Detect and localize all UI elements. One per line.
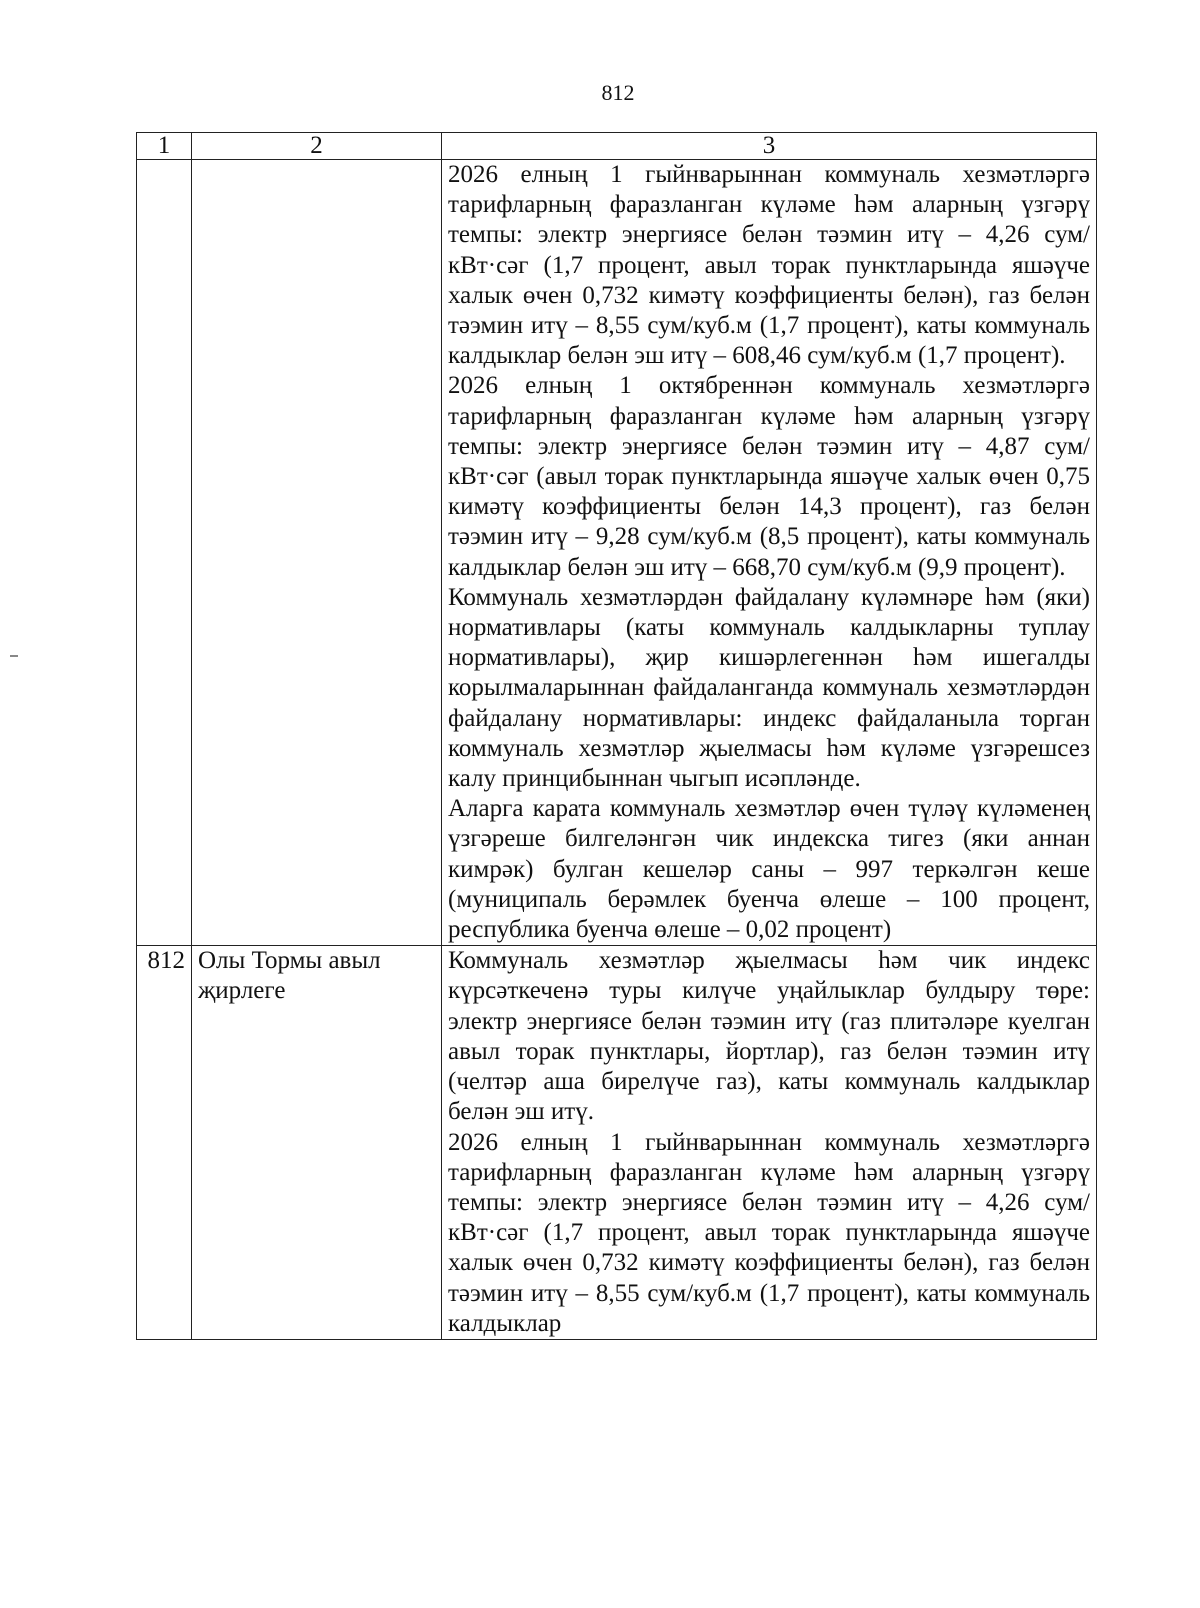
consumption-norms-paragraph: Коммуналь хезмәтләрдән файдалану күләмнәре һәм (яки) нормативлары (каты коммуналь калдыкларны туплау нормативлары), җир кишәрлегеннән һәм ишегалды корылмаларыннан файдаланганда коммуналь хезмәтләрдән файдалану нормативлары: индекс файдаланыла торган коммуналь хезмәтләр җыелмасы һәм күләме үзгәрешсез калу принцибыннан чыгып исәпләнде. [448,583,1090,793]
tariff-description-cell [442,946,1097,1340]
row-number-cell [137,160,192,946]
affected-population-paragraph: Аларга карата коммуналь хезмәтләр өчен түләү күләменең үзгәреше билгеләнгән чик индекска тигез (яки аннан кимрәк) булган кешеләр саны – 997 теркәлгән кеше (муниципаль берәмлек буенча өлеше – 100 процент, республика буенча өлеше – 0,02 процент) [448,795,1090,944]
scan-artifact-mark [10,655,18,657]
tariff-october-paragraph: 2026 елның 1 октябреннән коммуналь хезмәтләргә тарифларның фаразланган күләме һәм аларның үзгәрү темпы: электр энергиясе белән тәэмин итү – 4,87 сум/кВт·сәг (авыл торак пунктларында яшәүче халык өчен 0,75 кимәтү коэффициенты белән 14,3 процент), газ белән тәэмин итү – 9,28 сум/куб.м (8,5 процент), каты коммуналь калдыклар белән эш итү – 668,70 сум/куб.м (9,9 процент). [448,372,1090,581]
column-header-3: 3 [442,133,1097,160]
settlement-name-cell [192,160,442,946]
table-row-continued [137,160,1097,946]
page-number: 812 [601,80,635,105]
tariff-january-paragraph: 2026 елның 1 гыйнварыннан коммуналь хезмәтләргә тарифларның фаразланган күләме һәм аларның үзгәрү темпы: электр энергиясе белән тәэмин итү – 4,26 сум/кВт·сәг (1,7 процент, авыл торак пунктларында яшәүче халык өчен 0,732 кимәтү коэффициенты белән), газ белән тәэмин итү – 8,55 сум/куб.м (1,7 процент), каты коммуналь калдыклар белән эш итү – 608,46 сум/куб.м (1,7 процент). [448,161,1090,370]
tariff-january-paragraph: 2026 елның 1 гыйнварыннан коммуналь хезмәтләргә тарифларның фаразланган күләме һәм аларның үзгәрү темпы: электр энергиясе белән тәэмин итү – 4,26 сум/кВт·сәг (1,7 процент, авыл торак пунктларында яшәүче халык өчен 0,732 кимәтү коэффициенты белән), газ белән тәэмин итү – 8,55 сум/куб.м (1,7 процент), каты коммуналь калдыклар [448,1128,1090,1337]
municipality-tariff-table [136,132,1097,1340]
row-number-cell: 812 [137,946,192,1340]
settlement-name-cell: Олы Тормы авыл җирлеге [192,946,442,1340]
column-header-2: 2 [192,133,442,160]
tariff-description-cell [442,160,1097,946]
table-header-row [137,133,1097,160]
table-row-812 [137,946,1097,1340]
column-header-1: 1 [137,133,192,160]
amenities-type-paragraph: Коммуналь хезмәтләр җыелмасы һәм чик индекс күрсәткеченә туры килүче уңайлыклар булдыру төре: электр энергиясе белән тәэмин итү (газ плитәләре куелган авыл торак пунктлары, йортлар), газ белән тәэмин итү (челтәр аша бирелүче газ), каты коммуналь калдыклар белән эш итү. [448,947,1090,1126]
